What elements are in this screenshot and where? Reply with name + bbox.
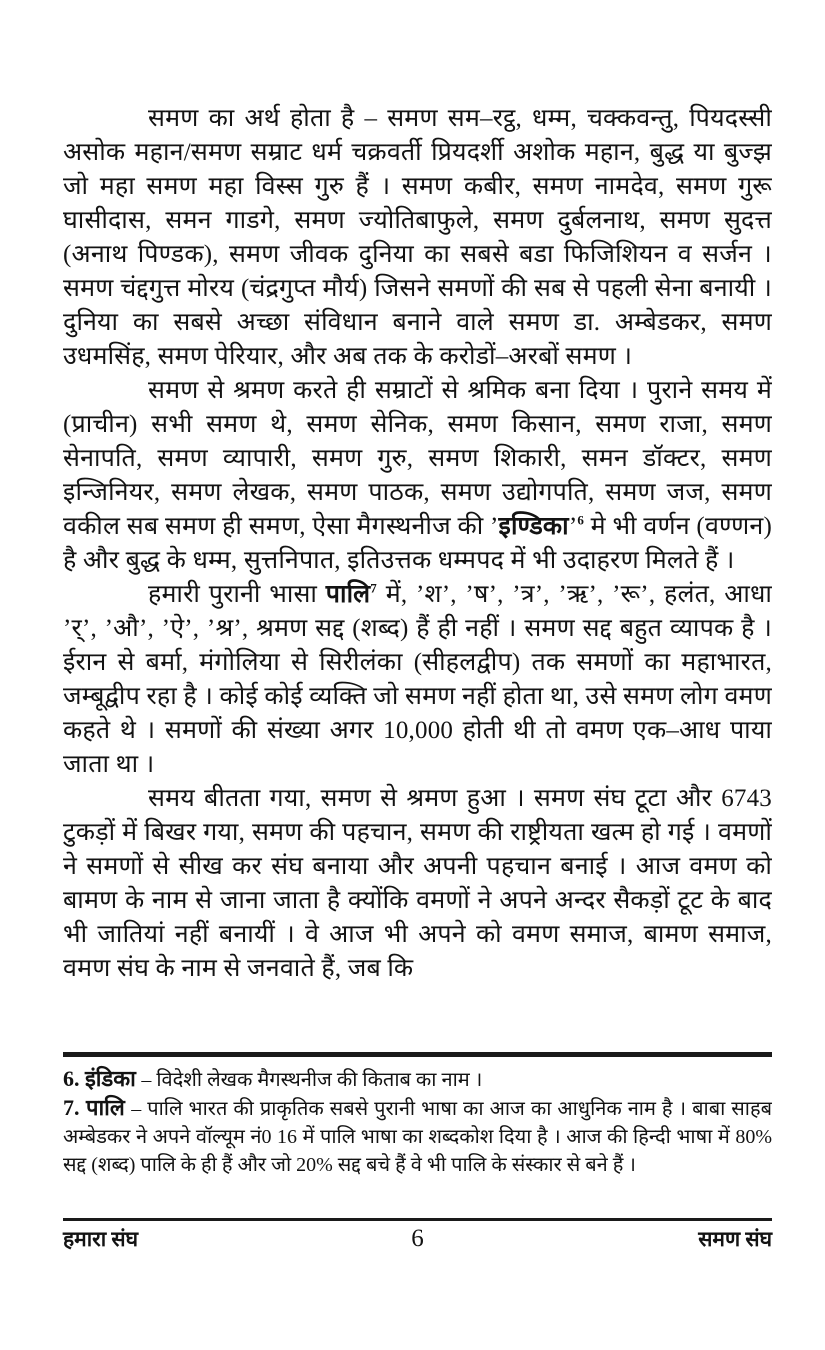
footnote-text: – विदेशी लेखक मैगस्थनीज की किताब का नाम । — [141, 1069, 483, 1091]
footnote-term: 6. इंडिका — [63, 1066, 142, 1091]
page-footer — [63, 1218, 772, 1253]
footnote-text: – पालि भारत की प्राकृतिक सबसे पुरानी भाषा का आज का आधुनिक नाम है । बाबा साहब अम्बेडकर ने अपने वॉल्यूम नं0 16 में पालि भाषा का शब्दकोश दिया है । आज की हिन्दी भाषा में 80% सद्द (शब्द) पालि के ही हैं और जो 20% सद्द बचे हैं वे भी पालि के संस्कार से बने हैं । — [63, 1098, 772, 1176]
paragraph: समय बीतता गया, समण से श्रमण हुआ । समण संघ टूटा और 6743 टुकड़ों में बिखर गया, समण की पहचान, समण की राष्ट्रीयता खत्म हो गई । वमणों ने समणों से सीख कर संघ बनाया और अपनी पहचान बनाई । आज वमण को बामण के नाम से जाना जाता है क्योंकि वमणों ने अपने अन्दर सैकड़ों टूट के बाद भी जातियां नहीं बनायीं । वे आज भी अपने को वमण समाज, बामण समाज, वमण संघ के नाम से जनवाते हैं, जब कि — [63, 785, 772, 982]
footnote-divider — [63, 1052, 772, 1057]
footnote-term: 7. पालि — [63, 1095, 132, 1120]
footnote-reference: 7 — [370, 580, 377, 596]
footer-left-title: हमारा संघ — [63, 1227, 139, 1251]
body-paragraphs — [63, 102, 772, 1050]
footer-right-title: समण संघ — [698, 1227, 772, 1251]
paragraph: समण का अर्थ होता है – समण सम–रट्ठ, धम्म, चक्कवन्तु, पियदस्सी असोक महान/समण सम्राट धर्म चक्रवर्ती प्रियदर्शी अशोक महान, बुद्ध या बुज्झ जो महा समण महा विस्स गुरु हैं । समण कबीर, समण नामदेव, समण गुरू घासीदास, समन गाडगे, समण ज्योतिबाफुले, समण दुर्बलनाथ, समण सुदत्त (अनाथ पिण्डक), समण जीवक दुनिया का सबसे बडा फिजिशियन व सर्जन । समण चंद्दगुत्त मोरय (चंद्रगुप्त मौर्य) जिसने समणों की सब से पहली सेना बनायी । दुनिया का सबसे अच्छा संविधान बनाने वाले समण डा. अम्बेडकर, समण उधमसिंह, समण पेरियार, और अब तक के करोडों–अरबों समण । — [63, 105, 772, 370]
paragraph: समण से श्रमण करते ही सम्राटों से श्रमिक बना दिया । पुराने समय में (प्राचीन) सभी समण थे, समण सेनिक, समण किसान, समण राजा, समण सेनापति, समण व्यापारी, समण गुरु, समण शिकारी, समन डॉक्टर, समण इन्जिनियर, समण लेखक, समण पाठक, समण उद्योगपति, समण जज, समण वकील सब समण ही समण, ऐसा मैगस्थनीज की ’इण्डिका’$^6$ मे भी वर्णन (वण्णन) है और बुद्ध के धम्म, सुत्तनिपात, इतिउत्तक धम्मपद में भी उदाहरण मिलते हैं । — [63, 377, 772, 574]
footnote — [63, 1065, 772, 1094]
paragraph: हमारी पुरानी भासा पालि$^7$ में, ’श’, ’ष’, ’त्र’, ’ऋ’, ’रू’, हलंत, आधा ’र्’, ’औ’, ’ऐ’, ’श्र’, श्रमण सद्द (शब्द) हैं ही नहीं । समण सद्द बहुत व्यापक है । ईरान से बर्मा, मंगोलिया से सिरीलंका (सीहलद्वीप) तक समणों का महाभारत, जम्बूद्वीप रहा है । कोई कोई व्यक्ति जो समण नहीं होता था, उसे समण लोग वमण कहते थे । समणों की संख्या अगर 10,000 होती थी तो वमण एक–आध पाया जाता था । — [63, 580, 772, 778]
footnotes — [63, 1065, 772, 1211]
page-number: 6 — [411, 1225, 424, 1252]
footnote — [63, 1094, 772, 1179]
footnote-reference: 6 — [577, 512, 585, 528]
